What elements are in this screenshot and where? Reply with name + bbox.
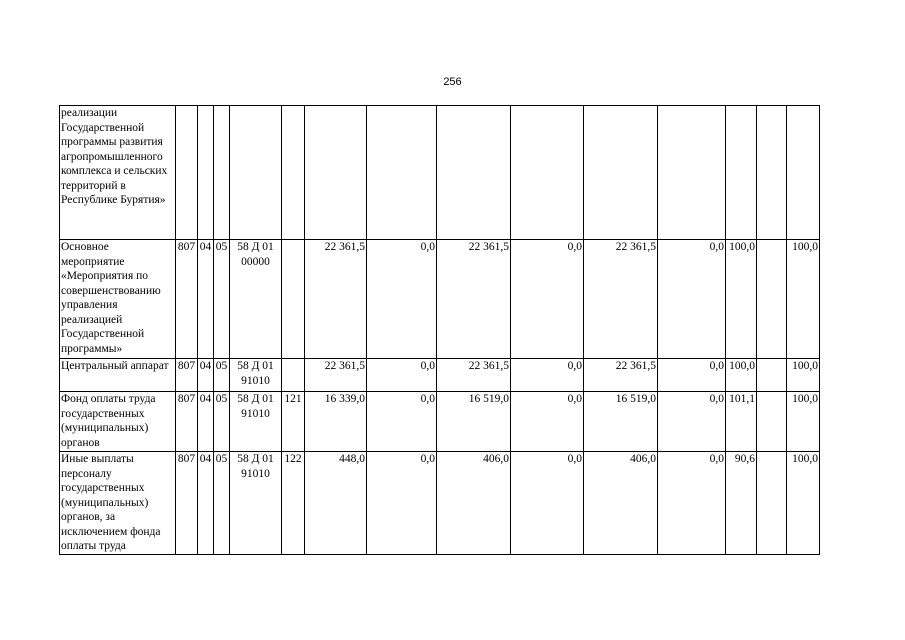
value-5: 22 361,5: [584, 359, 658, 392]
table-row: [60, 452, 820, 555]
value-4: 0,0: [511, 392, 584, 452]
subsection-code: 05: [214, 359, 230, 392]
value-3: 22 361,5: [437, 359, 511, 392]
percent-1: 90,6: [726, 452, 757, 555]
value-5: 16 519,0: [584, 392, 658, 452]
target-article-code: [230, 106, 282, 240]
percent-2: [757, 240, 787, 359]
percent-1: [726, 106, 757, 240]
ved-code: 807: [176, 359, 198, 392]
table-row: [60, 359, 820, 392]
percent-3: 100,0: [787, 452, 820, 555]
section-code: 04: [198, 452, 214, 555]
row-name: Центральный аппарат: [60, 359, 176, 392]
percent-3: 100,0: [787, 392, 820, 452]
percent-1: 100,0: [726, 359, 757, 392]
value-3: 16 519,0: [437, 392, 511, 452]
percent-2: [757, 359, 787, 392]
value-1: 448,0: [305, 452, 367, 555]
value-2: 0,0: [367, 392, 437, 452]
target-article-code: 58 Д 01 91010: [230, 392, 282, 452]
row-name: Фонд оплаты труда государственных (муниципальных) органов: [60, 392, 176, 452]
value-1: 16 339,0: [305, 392, 367, 452]
value-2: [367, 106, 437, 240]
target-article-code: 58 Д 01 00000: [230, 240, 282, 359]
value-4: 0,0: [511, 452, 584, 555]
expense-type-code: 122: [282, 452, 305, 555]
section-code: 04: [198, 392, 214, 452]
percent-1: 100,0: [726, 240, 757, 359]
value-4: [511, 106, 584, 240]
expense-type-code: [282, 359, 305, 392]
table-row: [60, 240, 820, 359]
percent-2: [757, 106, 787, 240]
subsection-code: 05: [214, 392, 230, 452]
value-6: 0,0: [658, 359, 726, 392]
percent-2: [757, 452, 787, 555]
percent-3: [787, 106, 820, 240]
percent-3: 100,0: [787, 359, 820, 392]
expense-type-code: [282, 106, 305, 240]
ved-code: [176, 106, 198, 240]
value-5: 22 361,5: [584, 240, 658, 359]
value-1: 22 361,5: [305, 240, 367, 359]
value-6: 0,0: [658, 392, 726, 452]
percent-1: 101,1: [726, 392, 757, 452]
section-code: [198, 106, 214, 240]
value-3: 406,0: [437, 452, 511, 555]
value-5: [584, 106, 658, 240]
value-6: [658, 106, 726, 240]
value-4: 0,0: [511, 240, 584, 359]
percent-3: 100,0: [787, 240, 820, 359]
budget-table: [59, 105, 820, 555]
subsection-code: 05: [214, 240, 230, 359]
value-5: 406,0: [584, 452, 658, 555]
value-2: 0,0: [367, 240, 437, 359]
value-3: 22 361,5: [437, 240, 511, 359]
ved-code: 807: [176, 452, 198, 555]
value-2: 0,0: [367, 452, 437, 555]
value-4: 0,0: [511, 359, 584, 392]
value-3: [437, 106, 511, 240]
row-name: Иные выплаты персоналу государственных (муниципальных) органов, за исключением фонда оплаты труда: [60, 452, 176, 555]
section-code: 04: [198, 240, 214, 359]
table-row: [60, 392, 820, 452]
target-article-code: 58 Д 01 91010: [230, 359, 282, 392]
percent-2: [757, 392, 787, 452]
value-2: 0,0: [367, 359, 437, 392]
expense-type-code: [282, 240, 305, 359]
expense-type-code: 121: [282, 392, 305, 452]
value-1: [305, 106, 367, 240]
row-name: Основное мероприятие «Мероприятия по совершенствованию управления реализацией Государственной программы»: [60, 240, 176, 359]
section-code: 04: [198, 359, 214, 392]
row-name: реализации Государственной программы развития агропромышленного комплекса и сельских территорий в Республике Бурятия»: [60, 106, 176, 240]
subsection-code: [214, 106, 230, 240]
page-number: 256: [443, 76, 462, 88]
ved-code: 807: [176, 240, 198, 359]
value-6: 0,0: [658, 452, 726, 555]
value-1: 22 361,5: [305, 359, 367, 392]
ved-code: 807: [176, 392, 198, 452]
target-article-code: 58 Д 01 91010: [230, 452, 282, 555]
table-row: [60, 106, 820, 240]
value-6: 0,0: [658, 240, 726, 359]
subsection-code: 05: [214, 452, 230, 555]
